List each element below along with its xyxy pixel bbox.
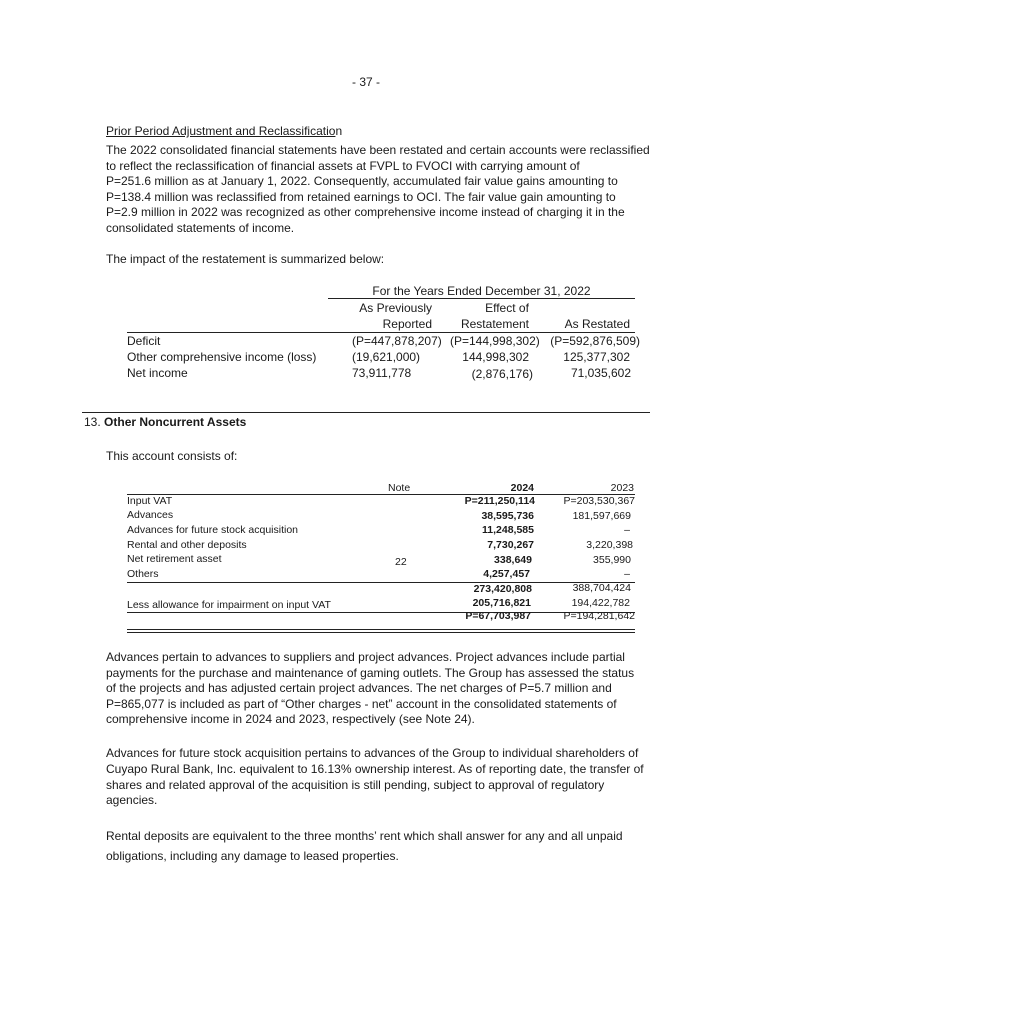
row-label: Net retirement asset (127, 553, 222, 565)
row-note: 22 (395, 556, 407, 568)
subtotal-2024: 273,420,808 (473, 583, 532, 595)
paragraph-line: P=251.6 million as at January 1, 2022. Consequently, accumulated fair value gains amounting to (106, 174, 618, 189)
total-double-rule (127, 629, 635, 633)
paragraph-line: agencies. (106, 793, 158, 808)
col-restated: As Restated (564, 317, 630, 331)
row-label: Other comprehensive income (loss) (127, 350, 317, 364)
col-prev-line1: As Previously (359, 301, 432, 315)
row-restated: 71,035,602 (570, 366, 631, 380)
row-2024: 4,257,457 (483, 568, 530, 580)
rental-paragraph (106, 826, 666, 866)
paragraph-line: Cuyapo Rural Bank, Inc. equivalent to 16.13% ownership interest. As of reporting date, the transfer of (106, 761, 644, 776)
row-2024: 7,730,267 (487, 539, 534, 551)
paragraph-line: P=2.9 million in 2022 was recognized as other comprehensive income instead of charging it in the (106, 205, 625, 220)
paragraph-line: consolidated statements of income. (106, 220, 295, 235)
row-label: Input VAT (127, 495, 173, 507)
col-2023: 2023 (610, 482, 634, 494)
row-label: Rental and other deposits (127, 539, 247, 551)
row-label: Net income (127, 366, 188, 380)
paragraph-line: shares and related approval of the acquisition is still pending, subject to approval of regulatory (106, 777, 605, 792)
row-2024: 38,595,736 (481, 510, 534, 522)
row-2023: – (624, 568, 630, 580)
section13-intro: This account consists of: (106, 449, 238, 463)
row-2023: 3,220,398 (586, 539, 633, 551)
row-prev: (P=447,878,207) (352, 334, 442, 348)
allowance-2023: 194,422,782 (571, 597, 630, 609)
paragraph-line: to reflect the reclassification of financial assets at FVPL to FVOCI with carrying amount of (106, 158, 580, 173)
row-2023: 181,597,669 (572, 510, 631, 522)
period-header: For the Years Ended December 31, 2022 (372, 284, 591, 298)
section-number: 13. (84, 415, 101, 429)
row-label: Advances (127, 509, 174, 521)
prior-period-paragraph (106, 143, 666, 237)
total-2023: P=194,281,642 (563, 610, 635, 622)
paragraph-line: The 2022 consolidated financial statements have been restated and certain accounts were reclassified (106, 143, 650, 157)
paragraph-line: of the projects and has adjusted certain project advances. The net charges of P=5.7 million and (106, 681, 612, 696)
row-2023: P=203,530,367 (563, 495, 635, 507)
section-divider (82, 412, 650, 413)
col-prev-line2: Reported (382, 317, 432, 331)
row-2023: 355,990 (593, 554, 631, 566)
paragraph-line: payments for the purchase and maintenance of gaming outlets. The Group has assessed the status (106, 665, 635, 680)
row-effect: (P=144,998,302) (450, 334, 540, 348)
row-restated: 125,377,302 (563, 350, 630, 364)
col-effect-line1: Effect of (485, 301, 529, 315)
section13-heading (84, 415, 246, 431)
row-restated: (P=592,876,509) (550, 334, 640, 348)
row-prev: (19,621,000) (352, 350, 421, 364)
paragraph-line: Advances pertain to advances to suppliers and project advances. Project advances include partial (106, 650, 625, 664)
stock-acquisition-paragraph (106, 746, 666, 809)
row-label: Deficit (127, 334, 161, 348)
allowance-label: Less allowance for impairment on input VAT (127, 599, 331, 611)
row-2024: 338,649 (494, 554, 532, 566)
paragraph-line: P=865,077 is included as part of “Other charges - net” account in the consolidated statements of (106, 696, 617, 711)
row-2023: – (624, 524, 630, 536)
prior-period-heading (106, 124, 342, 140)
paragraph-line: P=138.4 million was reclassified from retained earnings to OCI. The fair value gain amounting to (106, 189, 616, 204)
paragraph-line: Rental deposits are equivalent to the three months’ rent which shall answer for any and all unpaid (106, 829, 623, 843)
allowance-2024: 205,716,821 (472, 597, 531, 609)
page-number: - 37 - (352, 75, 381, 89)
col-2024: 2024 (510, 482, 534, 494)
row-2024: 11,248,585 (482, 524, 534, 536)
row-label: Advances for future stock acquisition (127, 524, 299, 536)
summary-intro: The impact of the restatement is summarized below: (106, 252, 385, 266)
paragraph-line: comprehensive income in 2024 and 2023, respectively (see Note 24). (106, 712, 475, 727)
row-prev: 73,911,778 (352, 366, 412, 380)
row-effect: 144,998,302 (462, 350, 529, 364)
row-label: Others (127, 568, 159, 580)
header-rule (127, 332, 635, 333)
paragraph-line: obligations, including any damage to leased properties. (106, 849, 399, 863)
row-2024: P=211,250,114 (464, 495, 535, 507)
row-effect: (2,876,176) (471, 367, 533, 381)
subtotal-2023: 388,704,424 (572, 582, 631, 594)
period-header-rule (328, 298, 635, 299)
advances-paragraph (106, 650, 666, 728)
heading-rest-text: n (335, 124, 343, 138)
total-2024: P=67,703,987 (465, 610, 531, 622)
col-effect-line2: Restatement (460, 317, 530, 331)
section-title: Other Noncurrent Assets (104, 415, 247, 429)
heading-underlined-text: Prior Period Adjustment and Reclassificatio (106, 124, 336, 138)
paragraph-line: Advances for future stock acquisition pertains to advances of the Group to individual shareholders of (106, 746, 639, 760)
col-note: Note (388, 482, 411, 494)
